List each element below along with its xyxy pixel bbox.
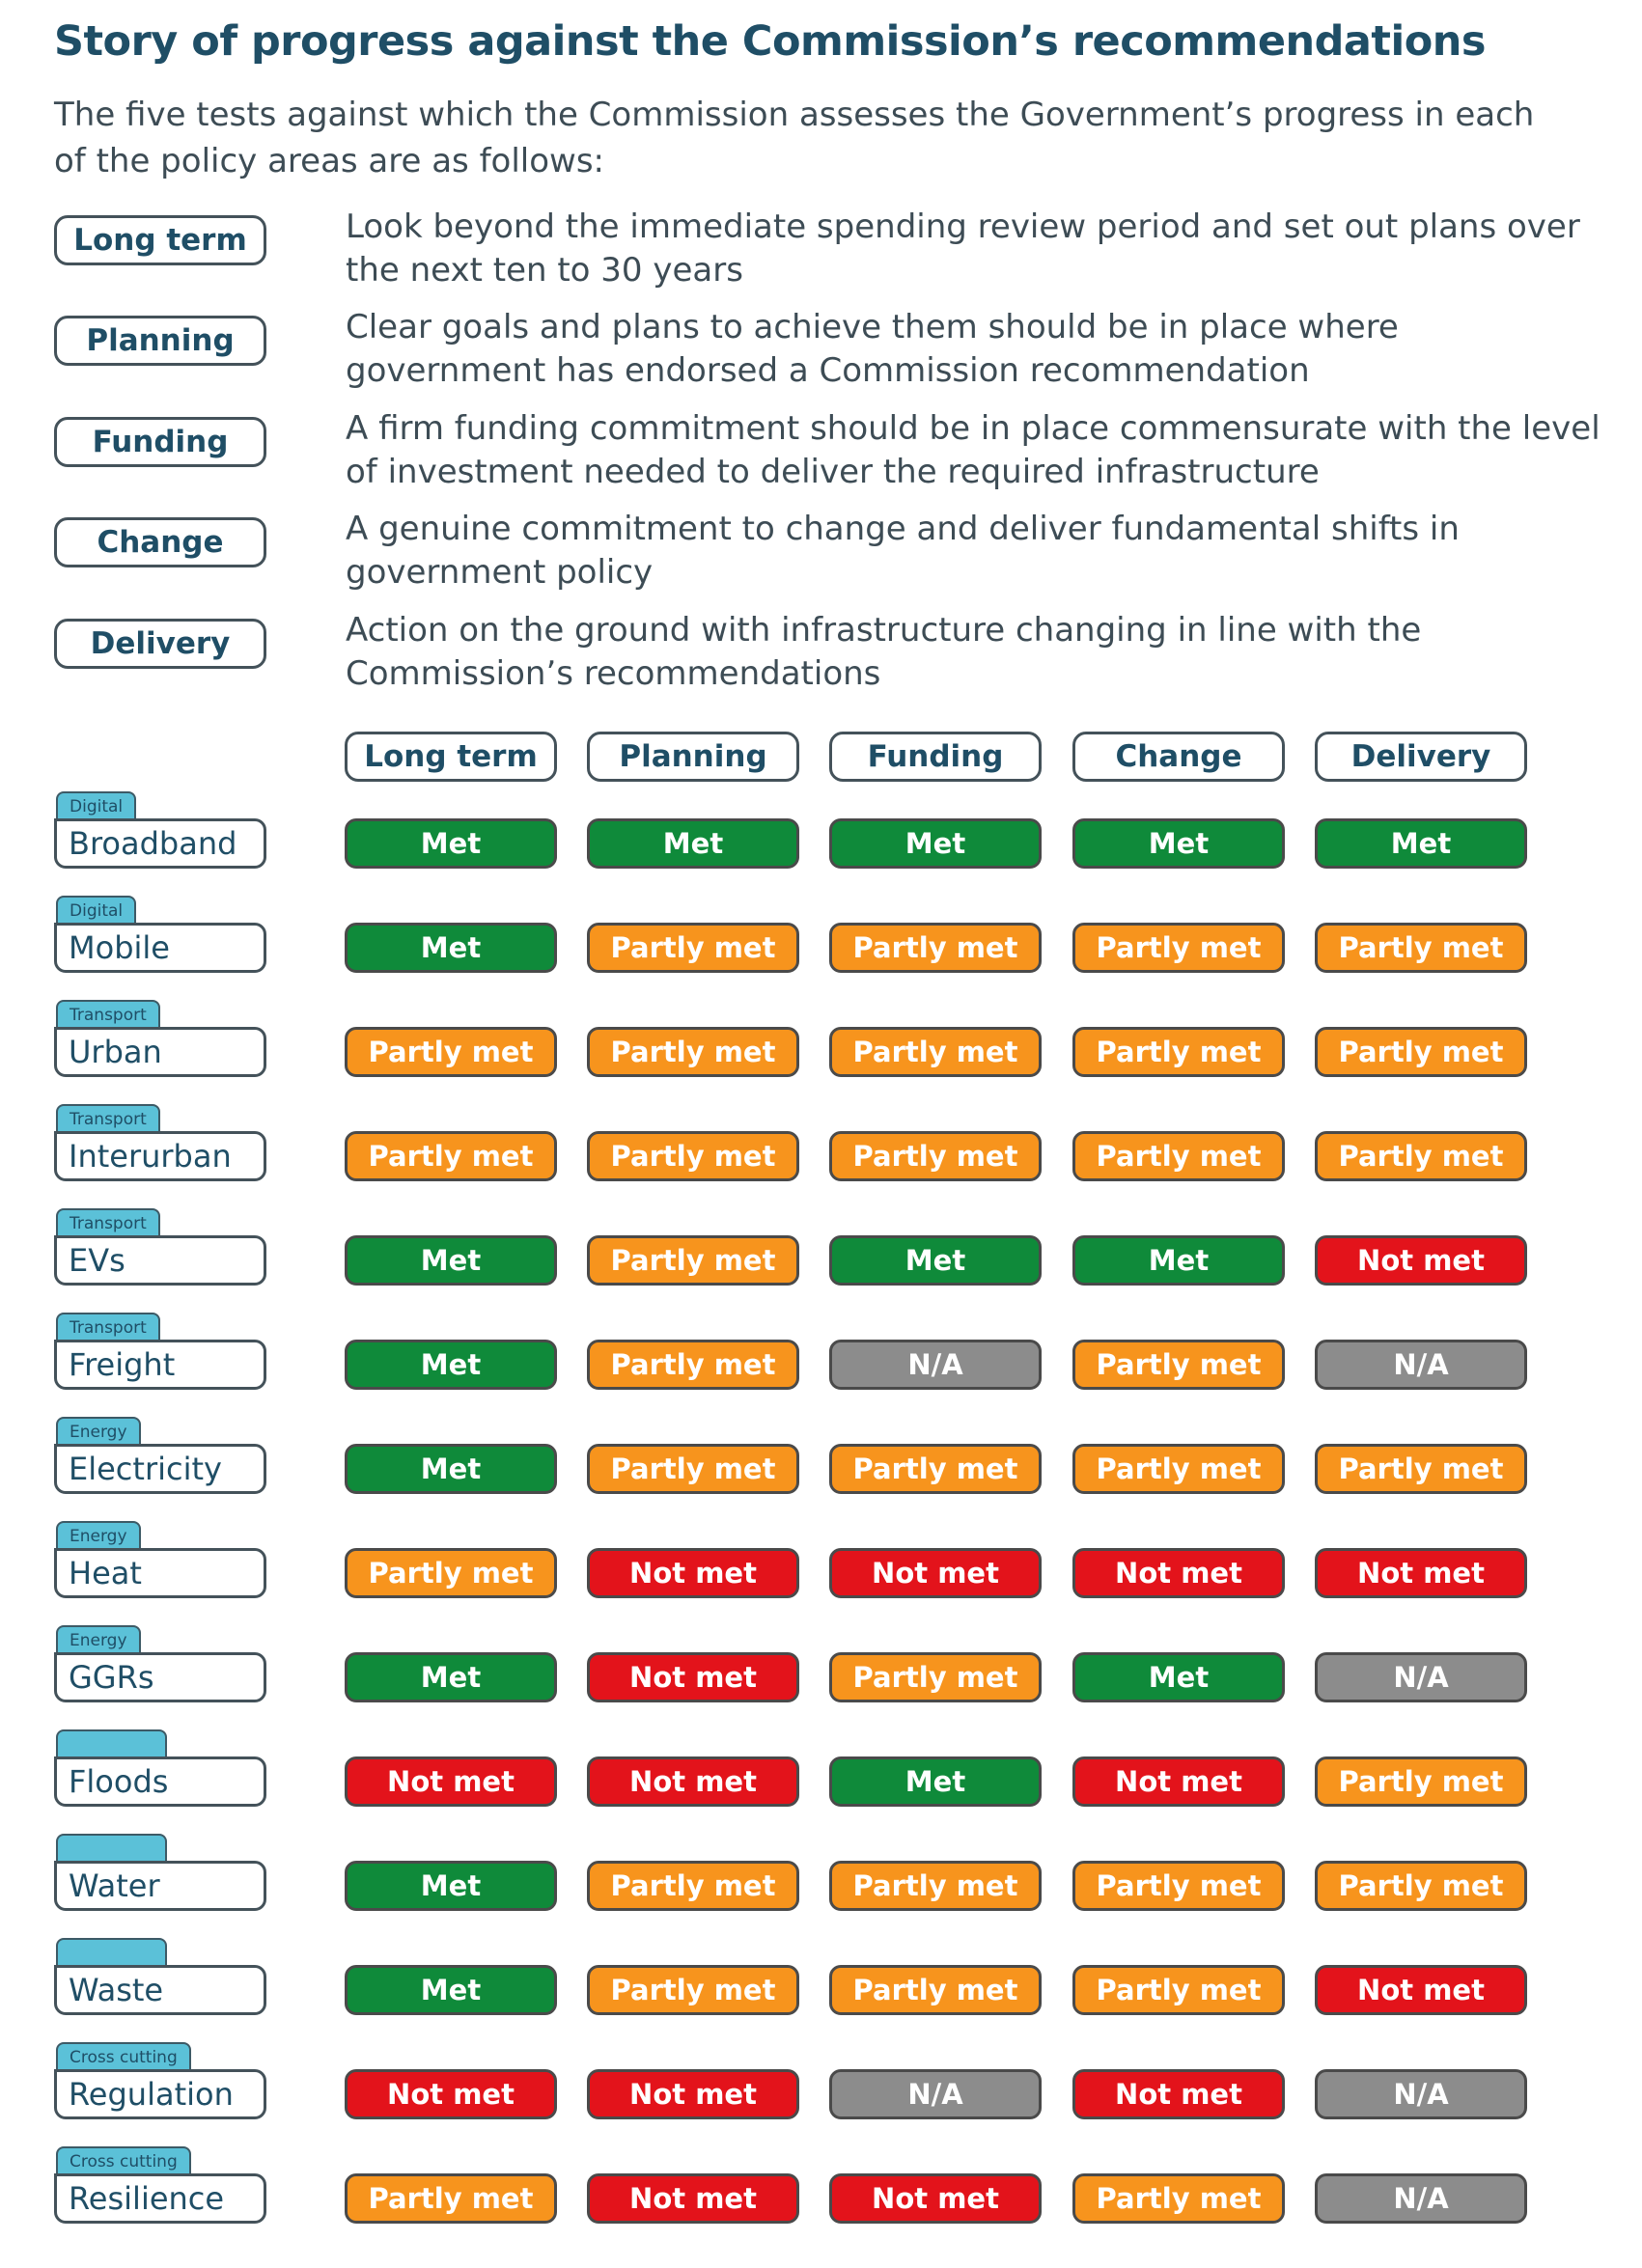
column-header-planning: Planning	[587, 732, 799, 782]
policy-area-ggrs: GGRs	[54, 1652, 266, 1702]
category-tab	[56, 1938, 167, 1967]
status-badge: Met	[345, 923, 557, 973]
status-badge: Partly met	[1072, 923, 1285, 973]
status-badge: Partly met	[829, 1965, 1042, 2015]
status-badge: Partly met	[1072, 1965, 1285, 2015]
policy-area-heat: Heat	[54, 1548, 266, 1598]
status-badge: Met	[345, 1444, 557, 1494]
category-tab	[56, 1729, 167, 1758]
status-badge: Not met	[1072, 1756, 1285, 1807]
category-tab: Transport	[56, 1000, 160, 1029]
status-badge: N/A	[1315, 1652, 1527, 1702]
test-pill-planning: Planning	[54, 316, 266, 366]
policy-area-water: Water	[54, 1861, 266, 1911]
status-badge: Not met	[1315, 1548, 1527, 1598]
policy-area-waste: Waste	[54, 1965, 266, 2015]
status-badge: Met	[1072, 818, 1285, 869]
status-badge: Partly met	[829, 923, 1042, 973]
column-header-funding: Funding	[829, 732, 1042, 782]
status-badge: Partly met	[587, 1131, 799, 1181]
status-badge: Partly met	[587, 1444, 799, 1494]
status-badge: Met	[345, 1861, 557, 1911]
test-pill-funding: Funding	[54, 417, 266, 467]
status-badge: Partly met	[587, 1027, 799, 1077]
policy-area-mobile: Mobile	[54, 923, 266, 973]
policy-area-resilience: Resilience	[54, 2173, 266, 2224]
status-badge: Met	[345, 1965, 557, 2015]
status-badge: Not met	[1072, 1548, 1285, 1598]
category-tab: Transport	[56, 1104, 160, 1133]
status-badge: Met	[345, 1340, 557, 1390]
status-badge: N/A	[1315, 2069, 1527, 2119]
status-badge: Met	[829, 1235, 1042, 1286]
policy-area-electricity: Electricity	[54, 1444, 266, 1494]
status-badge: Met	[345, 1235, 557, 1286]
category-tab: Digital	[56, 896, 136, 925]
column-header-change: Change	[1072, 732, 1285, 782]
status-badge: Not met	[345, 2069, 557, 2119]
status-badge: Met	[1072, 1235, 1285, 1286]
status-badge: Partly met	[1072, 1861, 1285, 1911]
test-description-funding: A firm funding commitment should be in place commensurate with the level of investment needed to deliver the required infrastructure	[346, 409, 1600, 491]
status-badge: Partly met	[1315, 923, 1527, 973]
status-badge: Not met	[587, 1548, 799, 1598]
status-badge: Partly met	[587, 1235, 799, 1286]
status-badge: Partly met	[1072, 1340, 1285, 1390]
status-badge: Not met	[829, 2173, 1042, 2224]
status-badge: N/A	[1315, 1340, 1527, 1390]
status-badge: Partly met	[1315, 1756, 1527, 1807]
policy-area-broadband: Broadband	[54, 818, 266, 869]
test-pill-change: Change	[54, 517, 266, 567]
status-badge: Met	[1072, 1652, 1285, 1702]
test-description-change: A genuine commitment to change and deliver fundamental shifts in government policy	[346, 510, 1460, 592]
status-badge: Partly met	[587, 1861, 799, 1911]
status-badge: Met	[1315, 818, 1527, 869]
status-badge: Partly met	[829, 1027, 1042, 1077]
policy-area-freight: Freight	[54, 1340, 266, 1390]
status-badge: N/A	[1315, 2173, 1527, 2224]
status-badge: N/A	[829, 1340, 1042, 1390]
page-title: Story of progress against the Commission’s recommendations	[54, 17, 1486, 66]
intro-text: The five tests against which the Commission assesses the Government’s progress in each of the policy areas are as follows:	[54, 96, 1535, 180]
status-badge: Met	[829, 1756, 1042, 1807]
status-badge: Not met	[829, 1548, 1042, 1598]
status-badge: Partly met	[1072, 2173, 1285, 2224]
status-badge: Partly met	[1315, 1027, 1527, 1077]
status-badge: Partly met	[345, 1027, 557, 1077]
status-badge: Partly met	[345, 2173, 557, 2224]
status-badge: Partly met	[829, 1131, 1042, 1181]
category-tab: Energy	[56, 1625, 141, 1654]
category-tab: Digital	[56, 791, 136, 820]
status-badge: Not met	[345, 1756, 557, 1807]
status-badge: Partly met	[1315, 1861, 1527, 1911]
category-tab	[56, 1834, 167, 1863]
category-tab: Cross cutting	[56, 2146, 191, 2175]
status-badge: Partly met	[1072, 1444, 1285, 1494]
status-badge: Partly met	[829, 1861, 1042, 1911]
status-badge: Not met	[1072, 2069, 1285, 2119]
status-badge: Partly met	[1315, 1444, 1527, 1494]
category-tab: Transport	[56, 1208, 160, 1237]
test-description-long-term: Look beyond the immediate spending review period and set out plans over the next ten to 30 years	[346, 207, 1580, 290]
column-header-long-term: Long term	[345, 732, 557, 782]
policy-area-floods: Floods	[54, 1756, 266, 1807]
status-badge: Not met	[587, 2173, 799, 2224]
status-badge: Not met	[1315, 1965, 1527, 2015]
status-badge: Partly met	[829, 1652, 1042, 1702]
status-badge: Met	[587, 818, 799, 869]
category-tab: Transport	[56, 1313, 160, 1341]
status-badge: Partly met	[345, 1548, 557, 1598]
policy-area-evs: EVs	[54, 1235, 266, 1286]
policy-area-urban: Urban	[54, 1027, 266, 1077]
test-description-planning: Clear goals and plans to achieve them should be in place where government has endorsed a Commission recommendation	[346, 308, 1399, 390]
status-badge: Partly met	[1072, 1027, 1285, 1077]
status-badge: Partly met	[1315, 1131, 1527, 1181]
status-badge: Not met	[587, 1652, 799, 1702]
test-pill-long-term: Long term	[54, 215, 266, 265]
status-badge: Not met	[1315, 1235, 1527, 1286]
status-badge: Partly met	[587, 923, 799, 973]
status-badge: Not met	[587, 1756, 799, 1807]
status-badge: Partly met	[1072, 1131, 1285, 1181]
status-badge: Met	[345, 1652, 557, 1702]
status-badge: N/A	[829, 2069, 1042, 2119]
status-badge: Met	[345, 818, 557, 869]
category-tab: Energy	[56, 1417, 141, 1446]
policy-area-regulation: Regulation	[54, 2069, 266, 2119]
policy-area-interurban: Interurban	[54, 1131, 266, 1181]
test-description-delivery: Action on the ground with infrastructure changing in line with the Commission’s recommendations	[346, 611, 1422, 693]
category-tab: Energy	[56, 1521, 141, 1550]
status-badge: Partly met	[829, 1444, 1042, 1494]
status-badge: Not met	[587, 2069, 799, 2119]
column-header-delivery: Delivery	[1315, 732, 1527, 782]
status-badge: Met	[829, 818, 1042, 869]
category-tab: Cross cutting	[56, 2042, 191, 2071]
status-badge: Partly met	[587, 1965, 799, 2015]
status-badge: Partly met	[345, 1131, 557, 1181]
status-badge: Partly met	[587, 1340, 799, 1390]
test-pill-delivery: Delivery	[54, 619, 266, 669]
